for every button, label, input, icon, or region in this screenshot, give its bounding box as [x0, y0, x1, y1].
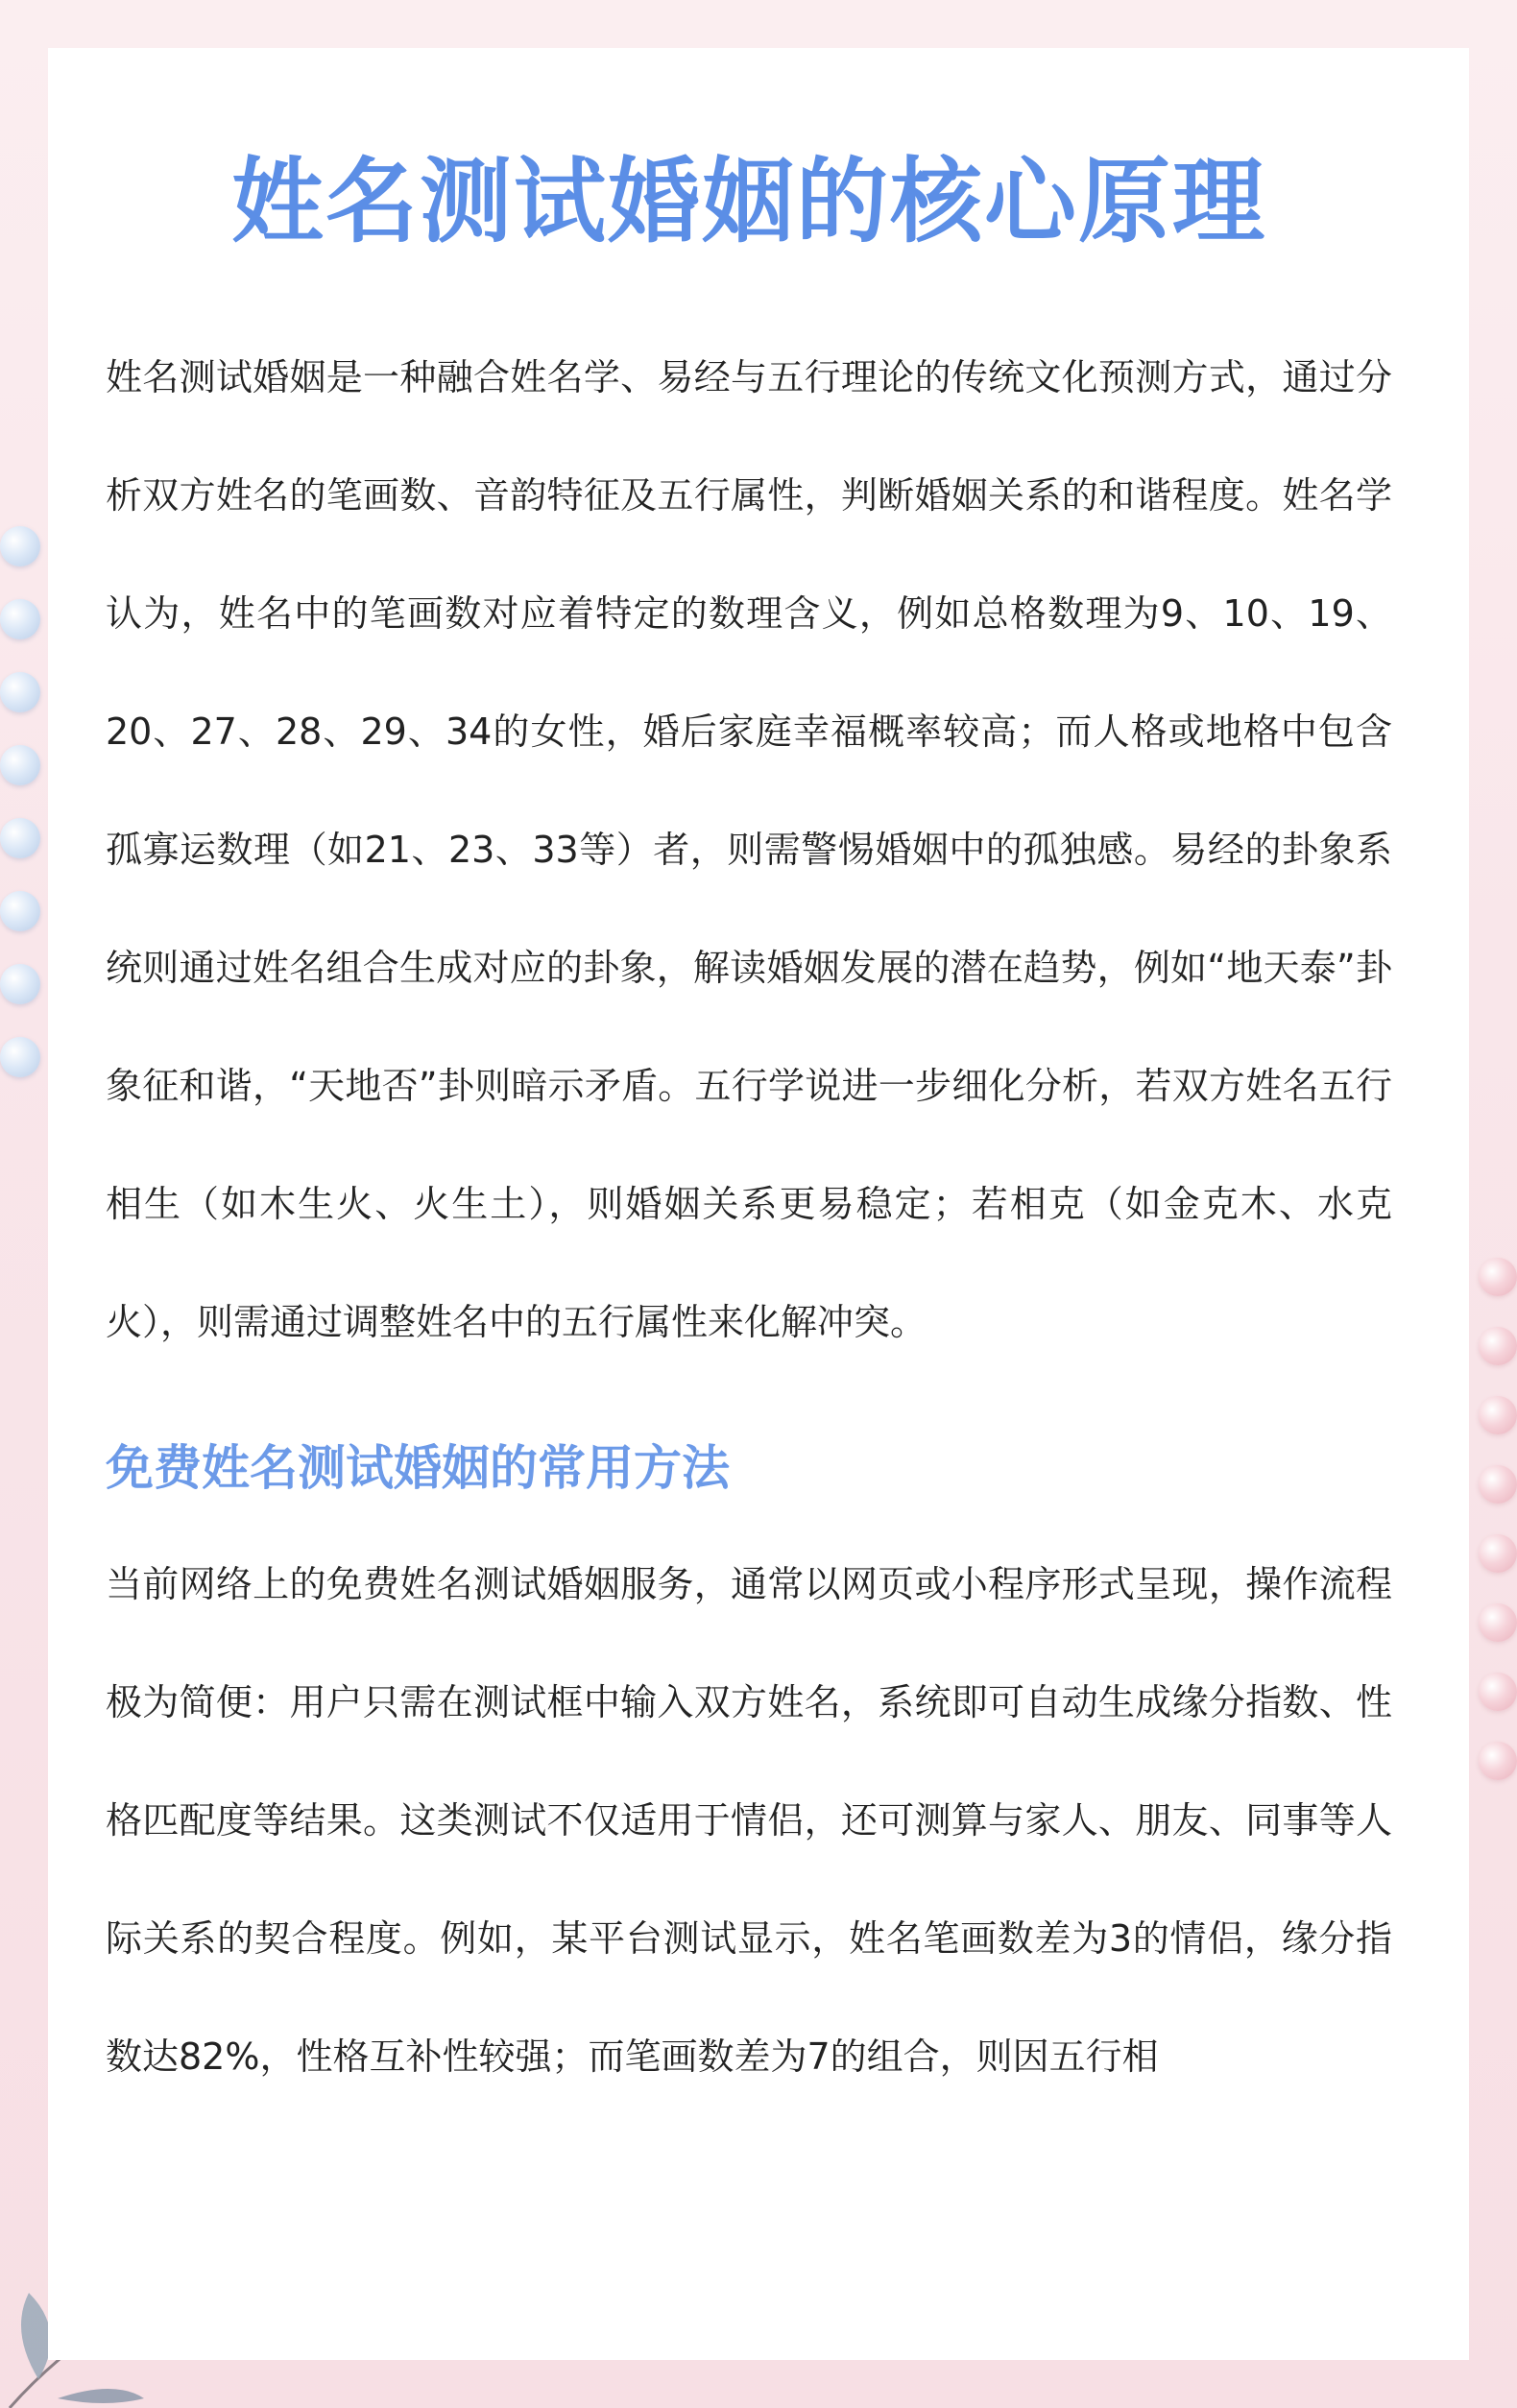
- section-heading-methods: 免费姓名测试婚姻的常用方法: [106, 1440, 730, 1496]
- pearl-icon: [1479, 1673, 1517, 1711]
- paragraph-methods: 当前网络上的免费姓名测试婚姻服务，通常以网页或小程序形式呈现，操作流程极为简便：用户只需在测试框中输入双方姓名，系统即可自动生成缘分指数、性格匹配度等结果。这类测试不仅适用于情侣，还可测算与家人、朋友、同事等人际关系的契合程度。例如，某平台测试显示，姓名笔画数差为3的情侣，缘分指数达82%，性格互补性较强；而笔画数差为7的组合，则因五行相: [106, 1563, 1392, 2078]
- pearl-icon: [1479, 1534, 1517, 1573]
- right-pearl-decoration: [1479, 1258, 1517, 1795]
- pearl-icon: [0, 599, 40, 639]
- pearl-icon: [1479, 1742, 1517, 1780]
- pearl-icon: [0, 526, 40, 566]
- page-title: 姓名测试婚姻的核心原理: [231, 148, 1266, 255]
- pearl-icon: [0, 964, 40, 1004]
- pearl-icon: [1479, 1258, 1517, 1296]
- pearl-icon: [0, 818, 40, 858]
- pearl-icon: [1479, 1603, 1517, 1642]
- paragraph-core-principle: 姓名测试婚姻是一种融合姓名学、易经与五行理论的传统文化预测方式，通过分析双方姓名的笔画数、音韵特征及五行属性，判断婚姻关系的和谐程度。姓名学认为，姓名中的笔画数对应着特定的数理含义，例如总格数理为9、10、19、20、27、28、29、34的女性，婚后家庭幸福概率较高；而人格或地格中包含孤寡运数理（如21、23、33等）者，则需警惕婚姻中的孤独感。易经的卦象系统则通过姓名组合生成对应的卦象，解读婚姻发展的潜在趋势，例如“地天泰”卦象征和谐，“天地否”卦则暗示矛盾。五行学说进一步细化分析，若双方姓名五行相生（如木生火、火生土），则婚姻关系更易稳定；若相克（如金克木、水克火），则需通过调整姓名中的五行属性来化解冲突。: [106, 356, 1392, 1343]
- pearl-icon: [0, 672, 40, 712]
- pearl-icon: [1479, 1465, 1517, 1504]
- pearl-icon: [0, 1037, 40, 1077]
- pearl-icon: [0, 745, 40, 785]
- pearl-icon: [1479, 1327, 1517, 1365]
- article-card: [48, 48, 1469, 2360]
- left-pearl-decoration: [0, 526, 42, 1102]
- pearl-icon: [0, 891, 40, 931]
- pearl-icon: [1479, 1396, 1517, 1434]
